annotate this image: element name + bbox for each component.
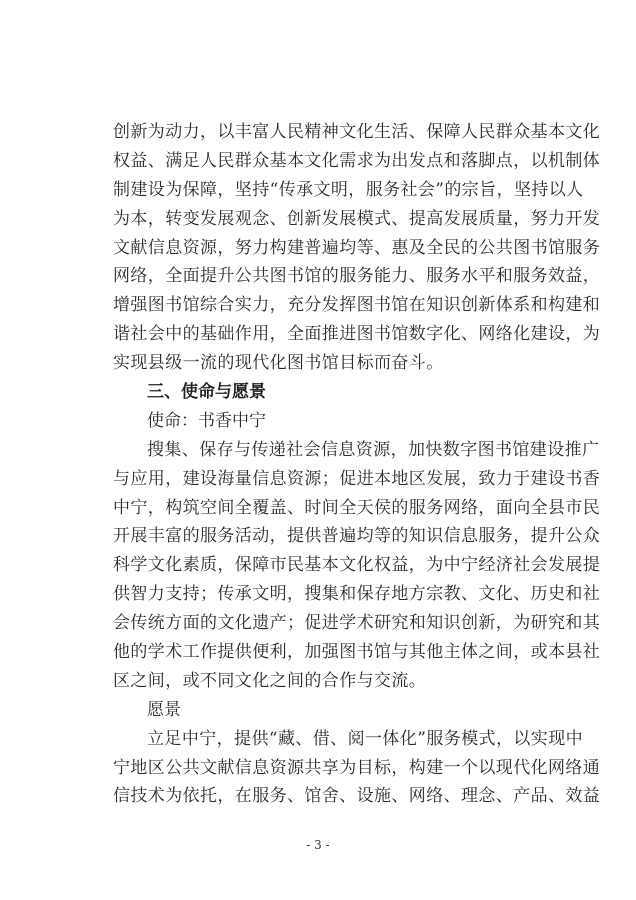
text-line: 立足中宁，提供“藏、借、阅一体化”服务模式，以实现中 — [147, 728, 583, 749]
text-line: 文献信息资源，努力构建普遍均等、惠及全民的公共图书馆服务 — [113, 237, 601, 258]
paragraph-continuation — [113, 118, 601, 378]
text-line: 宁地区公共文献信息资源共享为目标，构建一个以现代化网络通 — [113, 757, 601, 778]
text-line: 开展丰富的服务活动，提供普遍均等的知识信息服务，提升公众 — [113, 526, 601, 547]
text-line: 制建设为保障，坚持“传承文明，服务社会”的宗旨，坚持以人 — [113, 179, 584, 200]
mission-label: 使命：书香中宁 — [147, 410, 266, 431]
text-line: 他的学术工作提供便利，加强图书馆与其他主体之间，或本县社 — [113, 642, 601, 663]
text-line: 创新为动力，以丰富人民精神文化生活、保障人民群众基本文化 — [113, 122, 601, 142]
vision-label: 愿景 — [147, 699, 181, 720]
text-line: 中宁，构筑空间全覆盖、时间全天侯的服务网络，面向全县市民 — [113, 497, 601, 518]
text-line: 实现县级一流的现代化图书馆目标而奋斗。 — [113, 353, 444, 374]
body-text — [113, 118, 601, 811]
paragraph-vision — [113, 725, 601, 812]
text-line: 科学文化素质，保障市民基本文化权益，为中宁经济社会发展提 — [113, 555, 601, 576]
section-heading: 三、使命与愿景 — [147, 382, 266, 403]
page-number: - 3 - — [306, 838, 330, 852]
paragraph-mission — [113, 436, 601, 696]
text-line: 谐社会中的基础作用，全面推进图书馆数字化、网络化建设，为 — [113, 324, 601, 345]
text-line: 信技术为依托，在服务、馆舍、设施、网络、理念、产品、效益 — [113, 786, 601, 807]
text-line: 权益、满足人民群众基本文化需求为出发点和落脚点，以机制体 — [113, 150, 601, 171]
text-line: 网络，全面提升公共图书馆的服务能力、服务水平和服务效益， — [113, 266, 601, 287]
text-line: 供智力支持；传承文明，搜集和保存地方宗教、文化、历史和社 — [113, 584, 601, 605]
text-line: 增强图书馆综合实力，充分发挥图书馆在知识创新体系和构建和 — [113, 295, 601, 316]
text-line: 与应用，建设海量信息资源；促进本地区发展，致力于建设书香 — [113, 468, 601, 489]
text-line: 会传统方面的文化遗产；促进学术研究和知识创新，为研究和其 — [113, 613, 601, 634]
text-line: 搜集、保存与传递社会信息资源，加快数字图书馆建设推广 — [147, 439, 600, 460]
text-line: 区之间，或不同文化之间的合作与交流。 — [113, 670, 427, 691]
text-line: 为本，转变发展观念、创新发展模式、提高发展质量，努力开发 — [113, 208, 601, 229]
